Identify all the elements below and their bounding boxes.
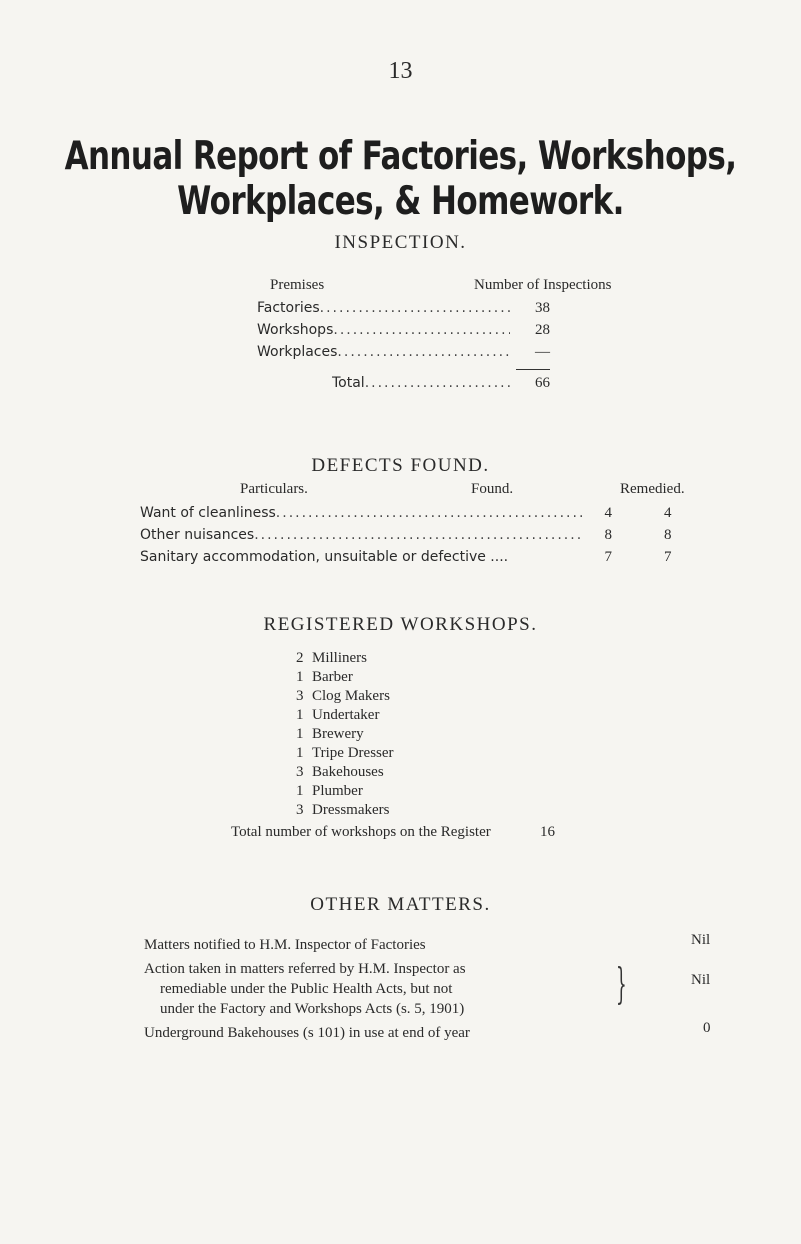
remedied-column-header: Remedied.: [620, 481, 685, 497]
inspection-row: [257, 322, 550, 339]
defect-row: [140, 505, 612, 522]
workshop-name: Clog Makers: [312, 688, 390, 704]
inspection-row-value: —: [535, 344, 550, 360]
workshop-name: Bakehouses: [312, 764, 384, 780]
inspection-row: [257, 300, 550, 317]
workshop-name: Undertaker: [312, 707, 380, 723]
found-column-header: Found.: [471, 481, 514, 497]
workshop-name: Dressmakers: [312, 802, 390, 818]
workshop-list-item: [296, 801, 394, 820]
leader-dots: [276, 505, 582, 521]
underground-label: Underground Bakehouses (s 101) in use at end of year: [144, 1025, 470, 1041]
workshop-name: Milliners: [312, 650, 367, 666]
workshop-list: [296, 649, 394, 820]
workshop-list-item: [296, 782, 394, 801]
registered-total-value: 16: [540, 824, 555, 840]
other-matters-heading: OTHER MATTERS.: [310, 894, 491, 915]
notified-value: Nil: [691, 932, 711, 948]
defect-found-value: 8: [604, 527, 612, 543]
inspection-heading: INSPECTION.: [334, 232, 467, 253]
workshop-count: 1: [296, 783, 304, 799]
workshop-list-item: [296, 725, 394, 744]
inspection-row-value: 38: [535, 300, 550, 316]
workshop-count: 3: [296, 764, 304, 780]
particulars-column-header: Particulars.: [240, 481, 308, 497]
leader-dots: [365, 375, 510, 391]
action-value: Nil: [691, 972, 711, 988]
leader-dots: [254, 527, 582, 543]
defect-remedied-value: 7: [664, 549, 672, 565]
inspection-row-value: 28: [535, 322, 550, 338]
inspection-total-value: 66: [535, 375, 550, 391]
premises-column-header: Premises: [270, 277, 325, 293]
workshop-name: Tripe Dresser: [312, 745, 394, 761]
workshop-list-item: [296, 668, 394, 687]
leader-dots: [337, 344, 510, 360]
registered-workshops-heading: REGISTERED WORKSHOPS.: [263, 614, 538, 635]
report-title: Annual Report of Factories, Workshops, Workplaces, & Homework.: [64, 134, 737, 224]
workshop-name: Brewery: [312, 726, 364, 742]
defect-found-value: 7: [604, 549, 612, 565]
workshop-count: 1: [296, 726, 304, 742]
registered-total-label: Total number of workshops on the Register: [231, 824, 491, 840]
inspection-row-label: Workplaces: [257, 344, 338, 360]
workshop-name: Plumber: [312, 783, 363, 799]
sum-divider: [516, 369, 550, 370]
inspections-column-header: Number of Inspections: [474, 277, 612, 293]
workshop-list-item: [296, 763, 394, 782]
defect-row-label: Sanitary accommodation, unsuitable or defective ....: [140, 549, 509, 565]
leader-dots: [320, 300, 510, 316]
leader-dots: [333, 322, 510, 338]
notified-label: Matters notified to H.M. Inspector of Factories: [144, 937, 426, 953]
action-label-line: Action taken in matters referred by H.M. Inspector as: [144, 961, 466, 977]
workshop-count: 1: [296, 745, 304, 761]
defect-row: [140, 527, 612, 544]
defect-row: [140, 549, 612, 566]
defect-found-value: 4: [604, 505, 612, 521]
underground-value: 0: [703, 1020, 711, 1036]
workshop-list-item: [296, 649, 394, 668]
workshop-count: 1: [296, 707, 304, 723]
workshop-list-item: [296, 706, 394, 725]
defect-row-label: Want of cleanliness: [140, 505, 276, 521]
inspection-row-label: Workshops: [257, 322, 334, 338]
defect-remedied-value: 4: [664, 505, 672, 521]
defect-row-label: Other nuisances: [140, 527, 255, 543]
inspection-row-label: Factories: [257, 300, 320, 316]
workshop-name: Barber: [312, 669, 353, 685]
workshop-list-item: [296, 744, 394, 763]
right-brace: }: [616, 959, 627, 1008]
inspection-total-label: Total: [332, 375, 365, 391]
workshop-count: 3: [296, 802, 304, 818]
inspection-row: [257, 344, 550, 361]
defects-heading: DEFECTS FOUND.: [311, 455, 490, 476]
defect-remedied-value: 8: [664, 527, 672, 543]
workshop-list-item: [296, 687, 394, 706]
action-label-line: remediable under the Public Health Acts, but not: [160, 981, 453, 997]
page-number: 13: [388, 58, 413, 84]
workshop-count: 1: [296, 669, 304, 685]
workshop-count: 2: [296, 650, 304, 666]
action-label-line: under the Factory and Workshops Acts (s. 5, 1901): [160, 1001, 465, 1017]
workshop-count: 3: [296, 688, 304, 704]
inspection-total-row: [332, 375, 550, 392]
